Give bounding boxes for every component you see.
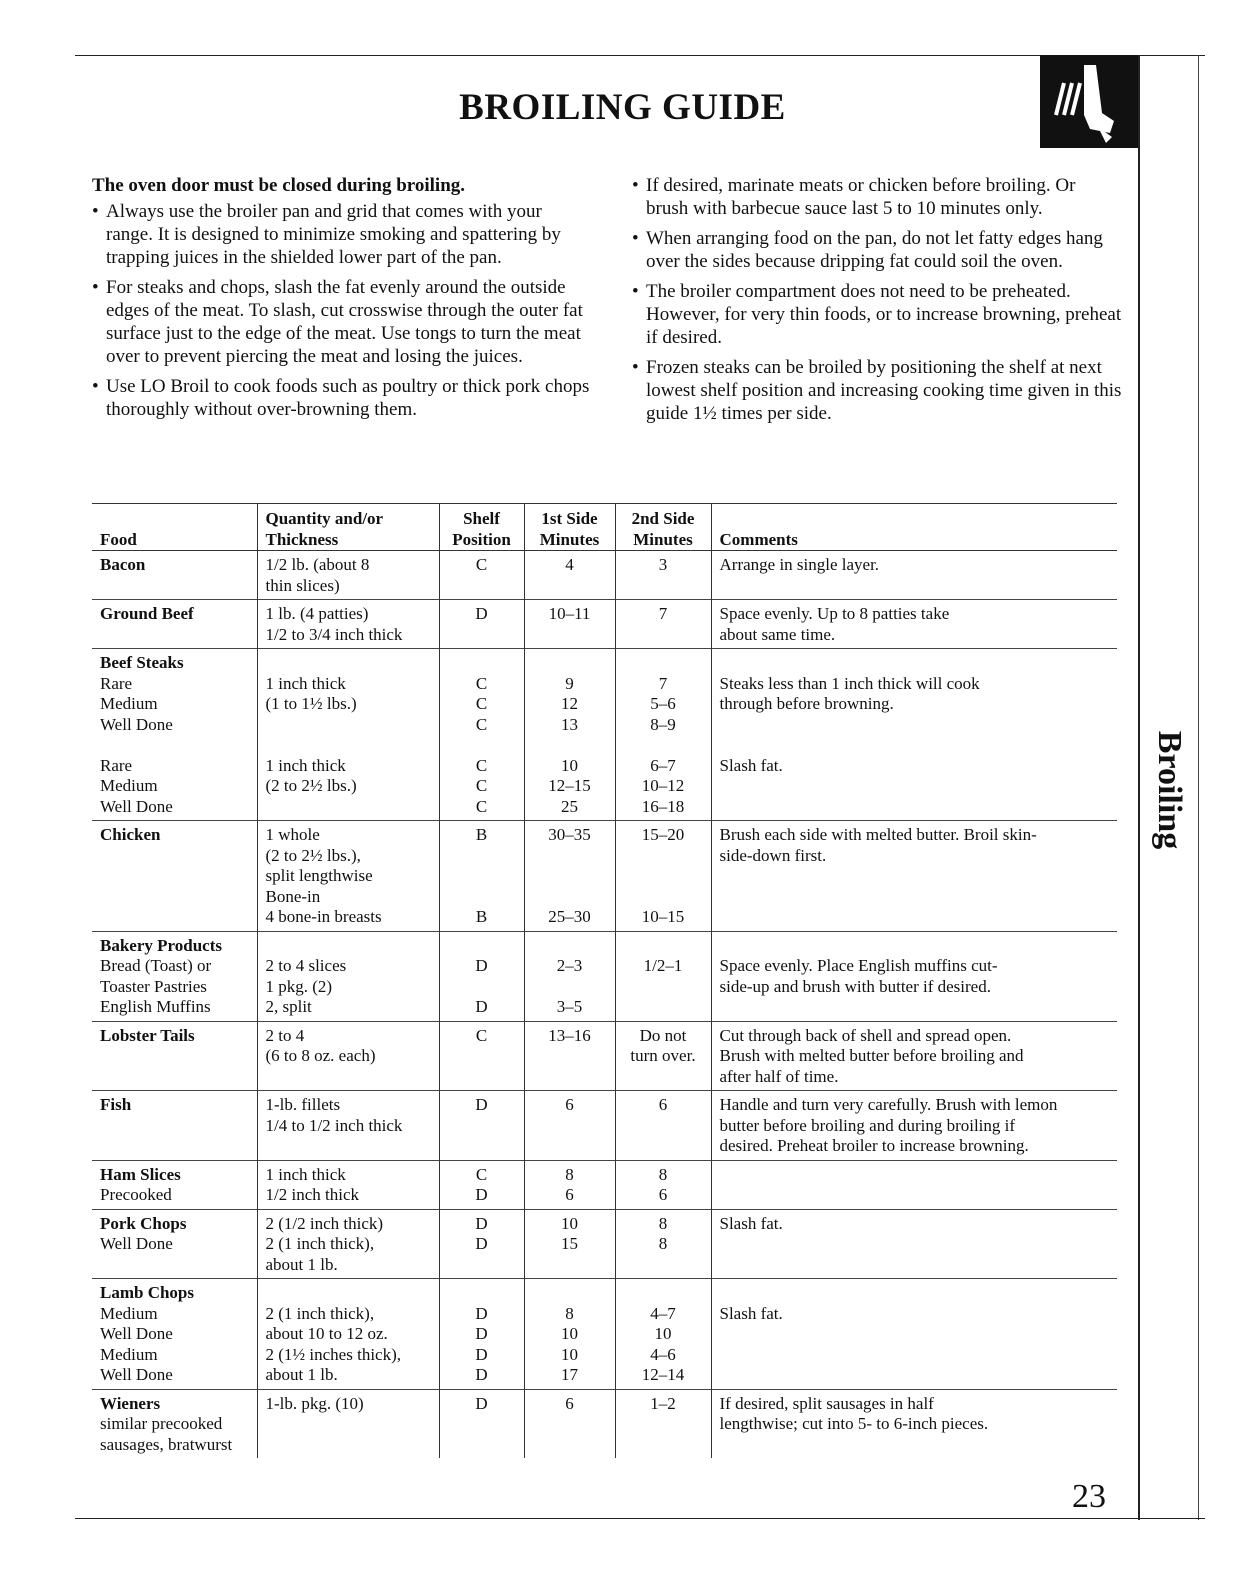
cell-food-line: Medium — [100, 1303, 158, 1323]
cell-comments-line: desired. Preheat broiler to increase browning. — [719, 1136, 1029, 1155]
cell-comments — [711, 1209, 1117, 1279]
cell-side1-line: 10 — [561, 1324, 578, 1343]
cell-shelf-line: C — [475, 555, 488, 574]
cell-quantity — [257, 649, 439, 821]
cell-shelf-line — [448, 866, 516, 887]
cell-quantity-line: thin slices) — [265, 575, 340, 595]
cell-side2 — [615, 551, 711, 600]
cell-food-line: Lamb Chops — [100, 1283, 195, 1302]
cell-side2-line: 7 — [658, 673, 668, 693]
cell-food-line: Medium — [100, 776, 158, 795]
table-row — [92, 551, 1117, 600]
table-header-row — [92, 504, 1117, 551]
cell-side1 — [524, 551, 615, 600]
cell-food-line: Fish — [100, 1095, 132, 1114]
cell-food-line: Medium — [100, 1344, 158, 1364]
cell-comments — [711, 649, 1117, 821]
cell-side2-line: 8 — [658, 1234, 668, 1253]
cell-quantity-line: 1 lb. (4 patties) — [265, 604, 369, 623]
cell-quantity-line: 2 (1/2 inch thick) — [265, 1213, 384, 1233]
intro-left-column — [92, 174, 592, 428]
cell-side1 — [524, 1021, 615, 1091]
table-row — [92, 931, 1117, 1021]
cell-side2-line: 8–9 — [650, 714, 676, 734]
cell-comments-line: Space evenly. Up to 8 patties take — [719, 604, 950, 623]
cell-food-line — [100, 735, 249, 756]
cell-food-line: Bacon — [100, 555, 146, 574]
header-side1: 1st Side Minutes — [524, 504, 615, 551]
cell-comments — [711, 600, 1117, 649]
cell-quantity-line: 2 (1 inch thick), — [265, 1234, 375, 1253]
cell-shelf-line: C — [475, 776, 488, 795]
cell-food-line: Lobster Tails — [100, 1025, 195, 1045]
cell-food-line: Wieners — [100, 1393, 161, 1413]
cell-side2-line: 12–14 — [641, 1365, 685, 1384]
section-tab-label: Broiling — [1151, 730, 1188, 850]
cell-food — [92, 821, 257, 932]
cell-comments-line: Slash fat. — [719, 1303, 783, 1323]
cell-side2-line: 8 — [658, 1164, 668, 1184]
cell-shelf-line: D — [475, 956, 488, 975]
cell-quantity — [257, 931, 439, 1021]
cell-side1-line: 12–15 — [548, 776, 591, 795]
cell-quantity-line: 2 to 4 slices — [265, 956, 347, 975]
cell-shelf — [439, 649, 524, 821]
table-row — [92, 1279, 1117, 1390]
cell-food-line: Precooked — [100, 1185, 172, 1204]
cell-quantity — [257, 1021, 439, 1091]
cell-shelf-line: D — [475, 1324, 488, 1343]
cell-food-line: Beef Steaks — [100, 653, 184, 672]
cell-side2-line: 6–7 — [650, 755, 676, 775]
cell-shelf-line: D — [475, 997, 488, 1016]
cell-food-line: Rare — [100, 755, 133, 775]
cell-food-line: Well Done — [100, 796, 173, 816]
cell-shelf-line — [448, 653, 516, 674]
cell-side2-line — [624, 866, 703, 887]
cell-side1-line — [533, 1283, 607, 1304]
intro-bullet: • The broiler compartment does not need to be preheated. However, for very thin foods, or to increase browning, preheat if desired. — [632, 280, 1122, 349]
cell-comments — [711, 931, 1117, 1021]
cell-shelf-line: C — [475, 1025, 488, 1045]
cell-shelf — [439, 1091, 524, 1161]
header-quantity: Quantity and/or Thickness — [257, 504, 439, 551]
cell-food — [92, 600, 257, 649]
cell-shelf-line: D — [475, 1213, 488, 1233]
cell-side2-line: 4–6 — [650, 1344, 676, 1364]
cell-side1 — [524, 1209, 615, 1279]
cell-side1 — [524, 600, 615, 649]
broiling-logo-icon — [1040, 55, 1138, 148]
cell-side2-line: 7 — [658, 604, 668, 623]
section-tab — [1140, 690, 1198, 890]
cell-shelf-line: C — [475, 714, 488, 734]
cell-comments-line: side-down first. — [719, 845, 827, 865]
cell-shelf-line — [448, 887, 516, 908]
cell-side1-line: 2–3 — [556, 956, 583, 975]
cell-shelf-line: C — [475, 694, 488, 713]
cell-side1-line — [533, 977, 607, 998]
cell-comments-line — [720, 1283, 1110, 1304]
cell-side1-line: 4 — [565, 555, 574, 574]
cell-comments — [711, 1091, 1117, 1161]
cell-shelf-line: C — [475, 1164, 488, 1184]
cell-shelf — [439, 1209, 524, 1279]
cell-side1 — [524, 931, 615, 1021]
cell-shelf-line: D — [475, 1303, 488, 1323]
cell-side1-line — [533, 866, 607, 887]
cell-food — [92, 931, 257, 1021]
cell-shelf-line — [448, 735, 516, 756]
cell-side1-line: 3–5 — [556, 997, 583, 1016]
cell-comments-line: Space evenly. Place English muffins cut- — [719, 956, 998, 975]
cell-quantity-line: (2 to 2½ lbs.), — [265, 845, 361, 865]
cell-side2 — [615, 1279, 711, 1390]
intro-bullet: • Always use the broiler pan and grid that comes with your range. It is designed to minimize smoking and spattering by trapping juices in the shielded lower part of the pan. — [92, 200, 592, 269]
cell-comments-line: after half of time. — [719, 1066, 839, 1086]
cell-food-line: Well Done — [100, 714, 173, 734]
cell-shelf-line: D — [475, 1344, 488, 1364]
cell-food-line: Medium — [100, 694, 158, 713]
cell-comments-line — [720, 776, 1110, 797]
cell-quantity-line: 2 (1½ inches thick), — [265, 1344, 401, 1364]
table-body — [92, 551, 1117, 1459]
cell-quantity-line: 1 inch thick — [265, 1164, 346, 1184]
cell-side2-line: 5–6 — [650, 694, 676, 713]
broiling-table — [92, 503, 1117, 1458]
cell-food-line: Bread (Toast) or — [100, 956, 212, 975]
cell-quantity-line: about 1 lb. — [265, 1365, 338, 1384]
cell-food — [92, 551, 257, 600]
cell-shelf-line: C — [475, 796, 488, 816]
cell-shelf-line — [448, 977, 516, 998]
cell-side1-line: 30–35 — [548, 825, 591, 844]
cell-side1-line — [533, 846, 607, 867]
cell-side1-line: 9 — [565, 673, 574, 693]
cell-side2-line: Do not — [639, 1025, 687, 1045]
cell-quantity — [257, 1091, 439, 1161]
cell-quantity — [257, 1160, 439, 1209]
cell-comments-line: Brush with melted butter before broiling and — [719, 1046, 1024, 1065]
cell-food-line: Rare — [100, 673, 133, 693]
header-food: Food — [92, 504, 257, 551]
cell-comments-line: Steaks less than 1 inch thick will cook — [719, 673, 980, 693]
cell-comments — [711, 1389, 1117, 1458]
cell-side2-line: 3 — [658, 555, 668, 574]
cell-shelf-line — [448, 846, 516, 867]
cell-comments-line — [720, 1165, 1110, 1186]
cell-quantity-line — [266, 936, 431, 957]
cell-side1-line: 10 — [561, 1213, 578, 1233]
header-side2: 2nd Side Minutes — [615, 504, 711, 551]
cell-side1 — [524, 1389, 615, 1458]
cell-side2-line: 15–20 — [641, 825, 685, 844]
cell-food — [92, 1389, 257, 1458]
cell-food-line: Bakery Products — [100, 935, 222, 955]
cell-quantity-line: 1-lb. pkg. (10) — [265, 1393, 364, 1413]
cell-side1-line: 6 — [565, 1393, 574, 1413]
cell-quantity-line: 1-lb. fillets — [265, 1095, 341, 1114]
cell-side1-line: 10 — [561, 1344, 578, 1364]
cell-side2 — [615, 821, 711, 932]
cell-quantity-line: (1 to 1½ lbs.) — [265, 694, 357, 713]
cell-shelf-line: D — [475, 1365, 488, 1384]
cell-food — [92, 1021, 257, 1091]
cell-comments-line: side-up and brush with butter if desired. — [719, 976, 991, 996]
cell-quantity-line: 1 inch thick — [265, 673, 346, 693]
cell-side1-line: 8 — [565, 1303, 574, 1323]
cell-quantity-line: 4 bone-in breasts — [265, 907, 382, 926]
cell-food-line: Well Done — [100, 1365, 173, 1384]
table-row — [92, 1389, 1117, 1458]
cell-shelf-line: D — [475, 1393, 488, 1413]
cell-comments-line: Arrange in single layer. — [719, 555, 880, 574]
cell-side2-line — [624, 887, 703, 908]
cell-quantity-line: about 10 to 12 oz. — [265, 1324, 388, 1343]
cell-side1-line — [533, 887, 607, 908]
cell-side1-line: 6 — [565, 1185, 574, 1204]
cell-quantity-line: about 1 lb. — [265, 1254, 338, 1274]
intro-heading: The oven door must be closed during broiling. — [92, 175, 466, 196]
cell-side1 — [524, 1279, 615, 1390]
page-number: 23 — [1072, 1478, 1106, 1515]
right-edge-rule — [1198, 55, 1199, 1520]
cell-side2 — [615, 600, 711, 649]
cell-side2 — [615, 1389, 711, 1458]
cell-comments-line: about same time. — [719, 624, 836, 644]
page-title: BROILING GUIDE — [459, 87, 786, 128]
cell-side2-line — [624, 735, 703, 756]
table-row — [92, 1160, 1117, 1209]
cell-quantity — [257, 821, 439, 932]
top-rule — [75, 55, 1205, 56]
intro-bullet: • Frozen steaks can be broiled by positioning the shelf at next lowest shelf position and increasing cooking time given in this guide 1½ times per side. — [632, 356, 1122, 425]
cell-shelf-line — [448, 936, 516, 957]
intro-right-column — [632, 174, 1122, 432]
cell-side1 — [524, 1160, 615, 1209]
cell-side1-line: 13–16 — [548, 1025, 591, 1045]
cell-quantity-line: 2 to 4 — [265, 1025, 305, 1045]
cell-quantity-line: (2 to 2½ lbs.) — [265, 776, 357, 795]
cell-side1-line: 12 — [561, 694, 578, 713]
cell-side2-line: 16–18 — [641, 796, 685, 816]
header-comments: Comments — [711, 504, 1117, 551]
cell-comments-line — [720, 653, 1110, 674]
intro-bullet: • If desired, marinate meats or chicken before broiling. Or brush with barbecue sauce last 5 to 10 minutes only. — [632, 174, 1122, 220]
table-row — [92, 1021, 1117, 1091]
cell-quantity-line — [266, 653, 431, 674]
cell-shelf-line: B — [475, 907, 488, 926]
cell-comments-line: Handle and turn very carefully. Brush with lemon — [719, 1095, 1058, 1114]
cell-food-line: similar precooked — [100, 1414, 223, 1433]
cell-shelf-line: D — [475, 604, 488, 623]
cell-side2-line — [624, 977, 703, 998]
cell-side2 — [615, 1209, 711, 1279]
cell-quantity — [257, 600, 439, 649]
cell-side2-line: 6 — [658, 1095, 668, 1114]
cell-quantity — [257, 1209, 439, 1279]
table-row — [92, 1209, 1117, 1279]
cell-quantity-line — [266, 797, 431, 818]
intro-bullet: • Use LO Broil to cook foods such as poultry or thick pork chops thoroughly without over-browning them. — [92, 375, 592, 421]
cell-quantity-line: 1/2 inch thick — [265, 1185, 359, 1204]
intro-bullet: • For steaks and chops, slash the fat evenly around the outside edges of the meat. To slash, cut crosswise through the outer fat surface just to the edge of the meat. Use tongs to turn the meat over to prevent piercing the meat and losing the juices. — [92, 276, 592, 368]
table-row — [92, 600, 1117, 649]
cell-side2 — [615, 1160, 711, 1209]
table-row — [92, 821, 1117, 932]
cell-comments-line — [720, 735, 1110, 756]
cell-side1-line: 13 — [561, 714, 578, 734]
cell-side2-line: turn over. — [630, 1046, 696, 1065]
cell-comments-line — [720, 797, 1110, 818]
cell-side2-line: 1–2 — [650, 1393, 676, 1413]
cell-quantity-line: 2 (1 inch thick), — [265, 1303, 375, 1323]
cell-side1 — [524, 649, 615, 821]
cell-food-line: Toaster Pastries — [100, 976, 207, 996]
cell-shelf-line: C — [475, 673, 488, 693]
cell-comments — [711, 1279, 1117, 1390]
cell-food-line: Well Done — [100, 1234, 173, 1253]
cell-quantity-line: 1/2 to 3/4 inch thick — [265, 624, 403, 644]
cell-side1-line: 6 — [565, 1095, 574, 1114]
cell-side1-line: 10–11 — [548, 604, 591, 623]
cell-quantity — [257, 1279, 439, 1390]
cell-comments — [711, 1021, 1117, 1091]
cell-quantity-line: split lengthwise — [265, 866, 373, 885]
cell-comments-line: Slash fat. — [719, 1213, 783, 1233]
cell-shelf — [439, 1021, 524, 1091]
cell-comments — [711, 551, 1117, 600]
cell-side2-line: 10–15 — [641, 907, 685, 926]
cell-shelf — [439, 551, 524, 600]
cell-quantity-line — [266, 1283, 431, 1304]
cell-side2-line: 10 — [654, 1324, 672, 1343]
cell-side1-line: 10 — [561, 755, 578, 775]
cell-shelf — [439, 821, 524, 932]
cell-quantity-line: 2, split — [265, 997, 312, 1016]
cell-comments-line — [720, 715, 1110, 736]
cell-shelf — [439, 1279, 524, 1390]
cell-side2-line — [624, 936, 703, 957]
table-row — [92, 649, 1117, 821]
cell-quantity-line — [266, 735, 431, 756]
cell-side2-line: 1/2–1 — [643, 956, 683, 975]
cell-quantity-line: (6 to 8 oz. each) — [265, 1046, 376, 1065]
cell-side1 — [524, 1091, 615, 1161]
cell-shelf-line: B — [475, 825, 488, 844]
cell-side2 — [615, 931, 711, 1021]
cell-side2 — [615, 1021, 711, 1091]
cell-side2-line: 10–12 — [641, 776, 685, 795]
cell-shelf-line — [448, 1283, 516, 1304]
cell-side2-line: 4–7 — [650, 1303, 676, 1323]
cell-quantity-line: Bone-in — [265, 886, 321, 906]
cell-quantity-line: 1/2 lb. (about 8 — [265, 555, 370, 574]
cell-quantity-line: 1 pkg. (2) — [265, 976, 333, 996]
cell-food — [92, 1091, 257, 1161]
cell-shelf-line: D — [475, 1234, 488, 1253]
cell-side1-line — [533, 735, 607, 756]
cell-side1-line: 17 — [561, 1365, 578, 1384]
cell-side1-line: 25–30 — [548, 907, 591, 926]
cell-comments-line: through before browning. — [719, 694, 894, 713]
cell-comments-line — [720, 936, 1110, 957]
header-shelf: Shelf Position — [439, 504, 524, 551]
cell-quantity-line: 1 whole — [265, 825, 320, 844]
cell-side2 — [615, 649, 711, 821]
cell-food-line: Ground Beef — [100, 604, 194, 623]
cell-quantity-line — [266, 715, 431, 736]
bottom-rule — [75, 1518, 1205, 1519]
cell-side2-line — [624, 653, 703, 674]
cell-food-line: Ham Slices — [100, 1164, 181, 1184]
cell-side2-line — [624, 846, 703, 867]
cell-shelf-line: C — [475, 755, 488, 775]
cell-shelf-line: D — [475, 1095, 488, 1114]
cell-side1-line: 25 — [561, 796, 578, 816]
cell-food — [92, 1160, 257, 1209]
cell-side2-line — [624, 997, 703, 1018]
cell-side2-line: 8 — [658, 1213, 668, 1233]
cell-food — [92, 1279, 257, 1390]
cell-comments-line: Cut through back of shell and spread open. — [719, 1025, 1012, 1045]
cell-side2-line — [624, 1283, 703, 1304]
cell-food-line: Chicken — [100, 825, 161, 844]
cell-food-line: sausages, bratwurst — [100, 1434, 233, 1454]
cell-side1-line — [533, 653, 607, 674]
cell-comments — [711, 1160, 1117, 1209]
cell-shelf — [439, 1160, 524, 1209]
cell-side1 — [524, 821, 615, 932]
cell-food-line: Well Done — [100, 1324, 173, 1343]
cell-comments-line: lengthwise; cut into 5- to 6-inch pieces. — [719, 1414, 989, 1433]
cell-food — [92, 1209, 257, 1279]
cell-comments-line: Slash fat. — [719, 755, 783, 775]
cell-comments-line: butter before broiling and during broiling if — [719, 1115, 1016, 1135]
cell-food — [92, 649, 257, 821]
cell-food-line: English Muffins — [100, 997, 211, 1016]
cell-quantity-line: 1 inch thick — [265, 755, 346, 775]
cell-quantity — [257, 1389, 439, 1458]
cell-food-line: Pork Chops — [100, 1213, 187, 1233]
cell-shelf — [439, 1389, 524, 1458]
cell-side2-line: 6 — [658, 1185, 668, 1204]
intro-bullet: • When arranging food on the pan, do not let fatty edges hang over the sides because dripping fat could soil the oven. — [632, 227, 1122, 273]
cell-comments-line: If desired, split sausages in half — [719, 1393, 934, 1413]
cell-comments — [711, 821, 1117, 932]
cell-shelf — [439, 931, 524, 1021]
cell-quantity — [257, 551, 439, 600]
cell-quantity-line: 1/4 to 1/2 inch thick — [265, 1115, 403, 1135]
cell-side1-line: 15 — [561, 1234, 578, 1253]
cell-shelf — [439, 600, 524, 649]
cell-side1-line — [533, 936, 607, 957]
cell-shelf-line: D — [475, 1185, 488, 1204]
cell-side1-line: 8 — [565, 1164, 574, 1184]
table-row — [92, 1091, 1117, 1161]
cell-comments-line: Brush each side with melted butter. Broil skin- — [719, 825, 1037, 844]
cell-side2 — [615, 1091, 711, 1161]
